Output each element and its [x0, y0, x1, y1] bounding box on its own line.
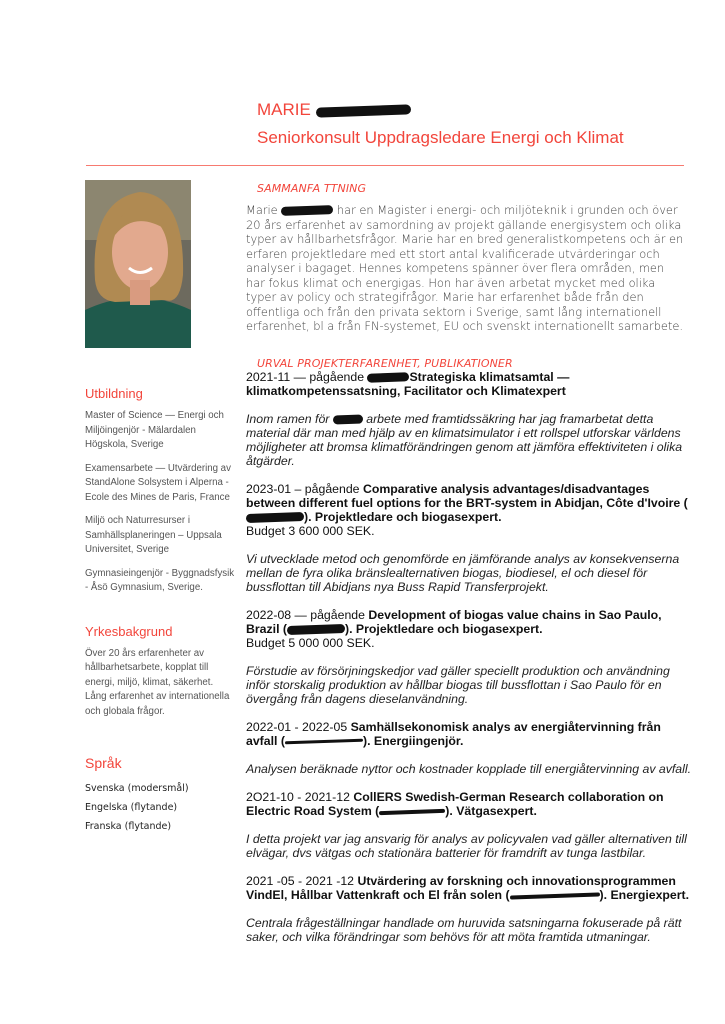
project-description — [246, 412, 692, 468]
project-title: Strategiska klimatsamtal — klimatkompetenssatsning, Facilitator och Klimatexpert — [246, 370, 570, 398]
project-item — [246, 790, 692, 860]
project-date: 2021 -05 - 2021 -12 — [246, 874, 355, 888]
education-item: Examensarbete — Utvärdering av StandAlone Solsystem i Alperna - Ecole des Mines de Paris, France — [85, 462, 231, 503]
project-item — [246, 608, 692, 706]
background-heading: Yrkesbakgrund — [85, 623, 173, 639]
project-title: Comparative analysis advantages/disadvantages between different fuel options for the BRT-system in Abidjan, Côte d'Ivoire ( — [246, 482, 688, 510]
project-budget: Budget 5 000 000 SEK. — [246, 636, 375, 650]
project-description: I detta projekt var jag ansvarig för analys av policyvalen vad gäller alternativen till elvägar, dvs vätgas och stationära batterier för framdrift av tunga lastbilar. — [246, 832, 687, 860]
language-item: Franska (flytande) — [85, 821, 172, 832]
project-budget: Budget 3 600 000 SEK. — [246, 524, 375, 538]
profile-photo — [85, 180, 191, 348]
education-heading: Utbildning — [85, 386, 143, 401]
background-text: Över 20 års erfarenheter av hållbarhetsarbete, kopplat till energi, miljö, klimat, säkerhet. Lång erfarenhet av internationella och globala frågor. — [85, 647, 230, 717]
language-item: Svenska (modersmål) — [85, 783, 189, 794]
project-role: ). Projektledare och biogasexpert. — [304, 510, 502, 524]
desc-part: arbete med framtidssäkring har jag framarbetat detta material där man med hjälp av en klimatsimulator i ett rollspel utforskar världens möjligheter att bromsa klimatförändringen genom att jämföra effektiviteten i olika åtgärder. — [246, 412, 683, 468]
project-item — [246, 874, 692, 944]
summary-text — [246, 203, 686, 334]
project-date: 2021-11 — pågående — [246, 370, 365, 384]
project-description: Förstudie av försörjningskedjor vad gäller speciellt produktion och användning inför storskalig produktion av hållbar biogas till bussflottan i Sao Paulo för en övergång från dagens dieselanvändning. — [246, 664, 670, 706]
first-name: MARIE — [257, 100, 311, 119]
languages-heading: Språk — [85, 755, 122, 771]
project-role: ). Projektledare och biogasexpert. — [345, 622, 543, 636]
projects-list — [246, 370, 692, 958]
projects-heading: URVAL PROJEKTERFARENHET, PUBLIKATIONER — [257, 357, 513, 370]
project-title: Utvärdering av forskning och innovationsprogrammen VindEl, Hållbar Vattenkraft och El från solen ( — [246, 874, 676, 902]
summary-heading: SAMMANFA TTNING — [257, 182, 367, 195]
project-title: Samhällsekonomisk analys av energiåtervinning från avfall ( — [246, 720, 661, 748]
education-item: Miljö och Naturresurser i Samhällsplaneringen – Uppsala Universitet, Sverige — [85, 515, 222, 555]
education-item: Gymnasieingenjör - Byggnadsfysik - Åsö Gymnasium, Sverige. — [85, 567, 235, 593]
job-title: Seniorkonsult Uppdragsledare Energi och Klimat — [257, 128, 624, 147]
project-role: ). Energiexpert. — [599, 888, 690, 902]
redaction — [510, 892, 600, 899]
project-title: CollERS Swedish-German Research collaboration on Electric Road System ( — [246, 790, 664, 818]
redaction — [333, 415, 363, 425]
project-title: Development of biogas value chains in Sao Paulo, Brazil ( — [246, 608, 662, 636]
project-description: Analysen beräknade nyttor och kostnader kopplade till energiåtervinning av avfall. — [246, 762, 692, 776]
education-item: Master of Science — Energi och Miljöingenjör - Mälardalen Högskola, Sverige — [85, 410, 224, 450]
summary-intro: Marie — [246, 203, 278, 217]
project-item — [246, 370, 692, 468]
project-date: 2022-01 - 2022-05 — [246, 720, 348, 734]
redaction — [315, 104, 410, 117]
project-description: Centrala frågeställningar handlade om huruvida satsningarna fokuserade på rätt saker, och vilka förändringar som behövs för att möta framtida utmaningar. — [246, 916, 682, 944]
summary-body: har en Magister i energi- och miljöteknik i grunden och över 20 års erfarenhet av samordning av projekt gällande energisystem och olika typer av hållbarhetsfrågor. Marie har en bred generalistkompetens och är en erfaren projektledare med ett stort antal kvalificerade utvärderingar och analyser i bagaget. Hennes kompetens spänner över flera områden, men har fokus klimat och energigas. Hon har även arbetat mycket med olika typer av policy och strategifrågor. Marie har erfarenhet både från den offentliga och från den privata sektorn i Sverige, samt lång internationell erfarenhet, bl a från FN-systemet, EU och svenskt internationellt samarbete. — [246, 203, 684, 333]
language-item: Engelska (flytande) — [85, 802, 178, 813]
project-role: ). Vätgasexpert. — [445, 804, 537, 818]
header-divider — [86, 165, 684, 166]
project-role: ). Energiingenjör. — [362, 734, 464, 748]
project-date: 2022-08 — pågående — [246, 608, 365, 622]
redaction — [287, 624, 345, 635]
project-date: 2023-01 – pågående — [246, 482, 360, 496]
redaction — [367, 373, 409, 383]
redaction — [281, 205, 333, 216]
sidebar — [85, 386, 235, 836]
project-item — [246, 482, 692, 594]
project-date: 2O21-10 - 2021-12 — [246, 790, 350, 804]
project-item — [246, 720, 692, 776]
candidate-name — [257, 100, 411, 120]
desc-part: Inom ramen för — [246, 412, 330, 426]
redaction — [379, 809, 445, 815]
project-description: Vi utvecklade metod och genomförde en jämförande analys av konsekvenserna mellan de fyra olika bränslealternativen biogas, biodiesel, el och diesel för bussflottan till Abidjans nya Buss Rapid Transferprojekt. — [246, 552, 680, 594]
redaction — [246, 512, 304, 523]
redaction — [285, 739, 363, 745]
